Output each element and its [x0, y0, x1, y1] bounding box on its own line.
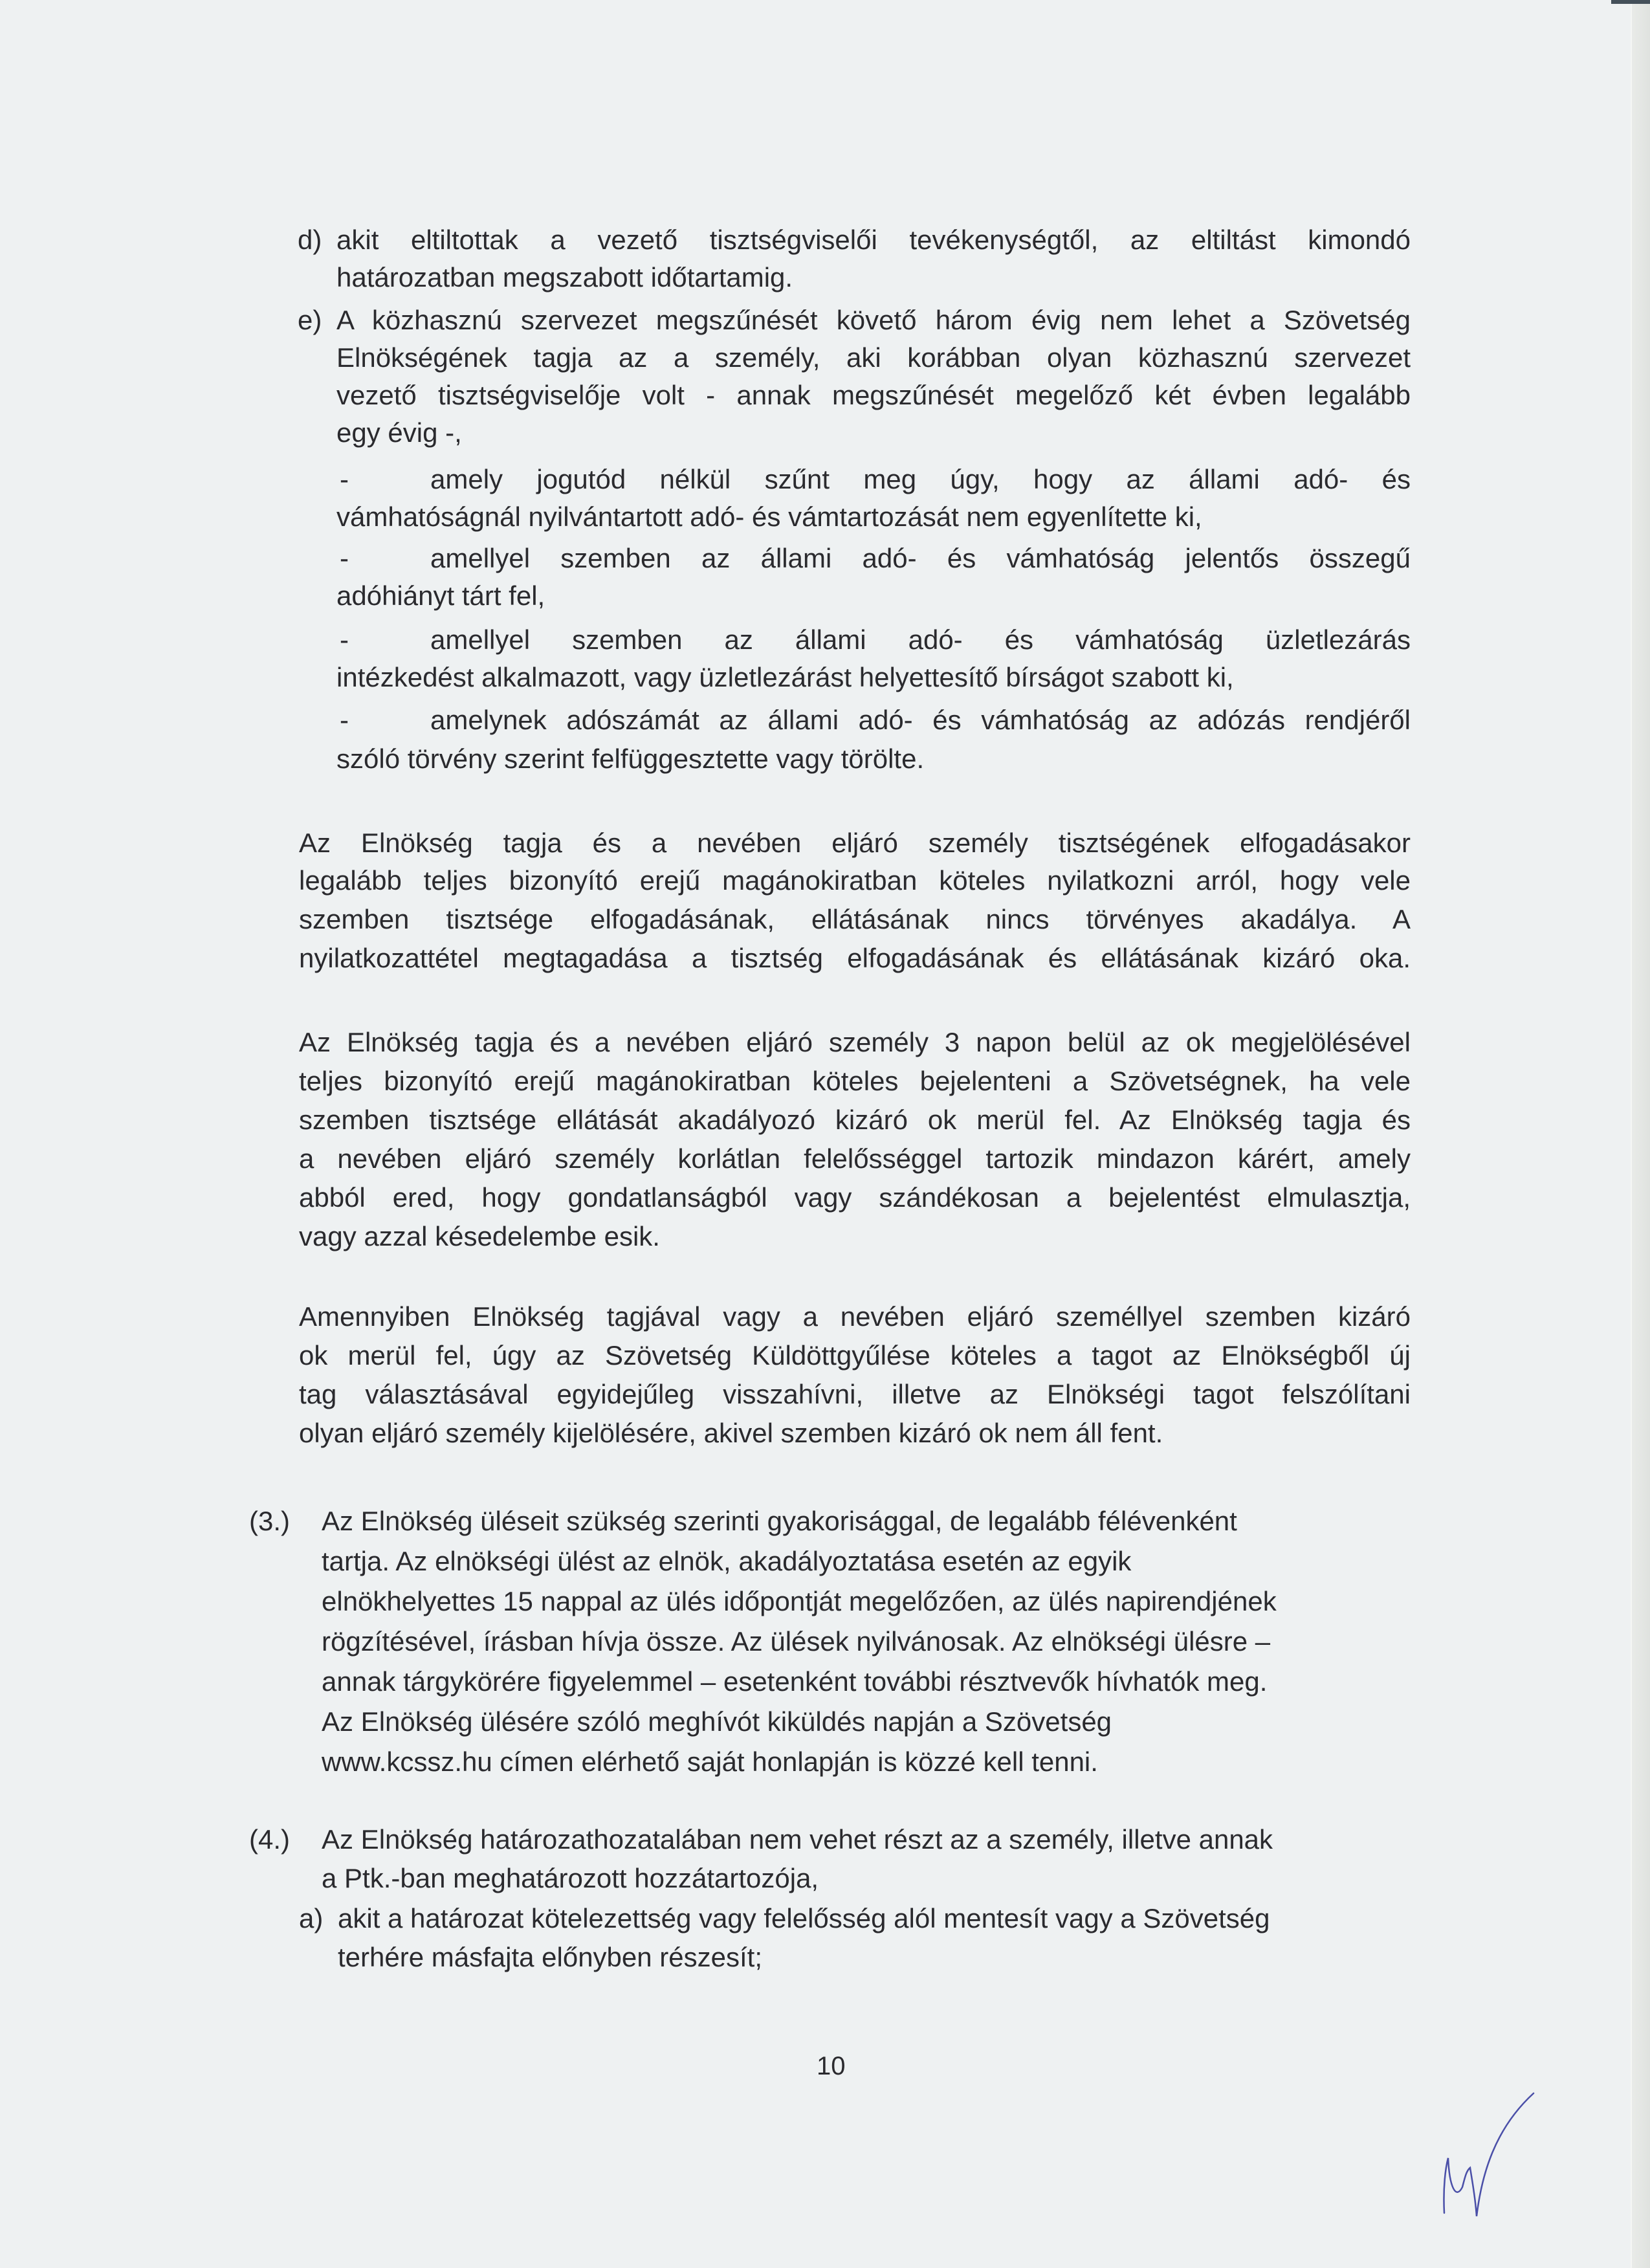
- signature-initials: [1436, 2090, 1566, 2232]
- section-3-line: elnökhelyettes 15 nappal az ülés időpontját megelőzően, az ülés napirendjének: [322, 1586, 1277, 1616]
- list-d-line: határozatban megszabott időtartamig.: [336, 262, 793, 292]
- paragraph-line: szemben tisztsége elfogadásának, ellátásának nincs törvényes akadálya. A: [299, 904, 1411, 934]
- bullet-line: amellyel szemben az állami adó- és vámhatóság üzletlezárás: [430, 624, 1411, 655]
- bullet-dash: -: [340, 705, 349, 735]
- section-3-line: annak tárgykörére figyelemmel – esetenként további résztvevők hívhatók meg.: [322, 1666, 1268, 1697]
- list-marker-a: a): [299, 1903, 324, 1933]
- bullet-line: amely jogutód nélkül szűnt meg úgy, hogy az állami adó- és: [430, 464, 1411, 494]
- bullet-line: adóhiányt tárt fel,: [336, 580, 545, 611]
- section-4-line: Az Elnökség határozathozatalában nem vehet részt az a személy, illetve annak: [322, 1824, 1273, 1855]
- list-marker-e: e): [298, 305, 322, 335]
- section-3-line: www.kcssz.hu címen elérhető saját honlapján is közzé kell tenni.: [322, 1746, 1098, 1777]
- list-e-line: egy évig -,: [336, 417, 462, 448]
- section-number-3: (3.): [249, 1506, 290, 1536]
- section-3-line: tartja. Az elnökségi ülést az elnök, akadályoztatása esetén az egyik: [322, 1546, 1132, 1576]
- section-number-4: (4.): [249, 1824, 290, 1855]
- paragraph-line: ok merül fel, úgy az Szövetség Küldöttgyűlése köteles a tagot az Elnökségből új: [299, 1340, 1411, 1371]
- paragraph-line: Amennyiben Elnökség tagjával vagy a nevében eljáró személlyel szemben kizáró: [299, 1301, 1411, 1332]
- paragraph-line: olyan eljáró személy kijelölésére, akivel szemben kizáró ok nem áll fent.: [299, 1418, 1163, 1448]
- list-e-line: Elnökségének tagja az a személy, aki korábban olyan közhasznú szervezet: [336, 342, 1411, 373]
- bullet-line: amellyel szemben az állami adó- és vámhatóság jelentős összegű: [430, 543, 1411, 573]
- section-4-line: a Ptk.-ban meghatározott hozzátartozója,: [322, 1863, 819, 1893]
- paragraph-line: a nevében eljáró személy korlátlan felelősséggel tartozik mindazon kárért, amely: [299, 1143, 1411, 1174]
- section-3-line: Az Elnökség üléseit szükség szerinti gyakorisággal, de legalább félévenként: [322, 1506, 1237, 1536]
- paragraph-line: legalább teljes bizonyító erejű magánokiratban köteles nyilatkozni arról, hogy vele: [299, 865, 1411, 896]
- list-marker-d: d): [298, 225, 322, 255]
- paragraph-line: szemben tisztsége ellátását akadályozó kizáró ok merül fel. Az Elnökség tagja és: [299, 1105, 1411, 1135]
- page-number: 10: [817, 2052, 846, 2080]
- paragraph-line: Az Elnökség tagja és a nevében eljáró személy 3 napon belül az ok megjelölésével: [299, 1027, 1411, 1057]
- scan-corner: [1611, 0, 1650, 4]
- paragraph-line: abból ered, hogy gondatlanságból vagy szándékosan a bejelentést elmulasztja,: [299, 1182, 1411, 1213]
- paragraph-line: Az Elnökség tagja és a nevében eljáró személy tisztségének elfogadásakor: [299, 828, 1411, 858]
- paragraph-line: nyilatkozattétel megtagadása a tisztség elfogadásának és ellátásának kizáró oka.: [299, 943, 1411, 973]
- paragraph-line: tag választásával egyidejűleg visszahívni, illetve az Elnökségi tagot felszólítani: [299, 1379, 1411, 1409]
- bullet-line: szóló törvény szerint felfüggesztette vagy törölte.: [336, 743, 925, 774]
- section-3-line: Az Elnökség ülésére szóló meghívót kiküldés napján a Szövetség: [322, 1706, 1112, 1737]
- list-d-line: akit eltiltottak a vezető tisztségviselői tevékenységtől, az eltiltást kimondó: [336, 225, 1411, 255]
- list-e-line: vezető tisztségviselője volt - annak megszűnését megelőző két évben legalább: [336, 380, 1411, 410]
- paragraph-line: teljes bizonyító erejű magánokiratban köteles bejelenteni a Szövetségnek, ha vele: [299, 1066, 1411, 1096]
- scan-edge: [1631, 0, 1650, 2268]
- bullet-line: vámhatóságnál nyilvántartott adó- és vámtartozását nem egyenlítette ki,: [336, 501, 1202, 532]
- section-4a-line: terhére másfajta előnyben részesít;: [338, 1942, 763, 1972]
- bullet-dash: -: [340, 624, 349, 655]
- list-e-line: A közhasznú szervezet megszűnését követő három évig nem lehet a Szövetség: [336, 305, 1411, 335]
- bullet-dash: -: [340, 464, 349, 494]
- bullet-dash: -: [340, 543, 349, 573]
- bullet-line: intézkedést alkalmazott, vagy üzletlezárást helyettesítő bírságot szabott ki,: [336, 662, 1234, 692]
- section-3-line: rögzítésével, írásban hívja össze. Az ülések nyilvánosak. Az elnökségi ülésre –: [322, 1626, 1271, 1657]
- section-4a-line: akit a határozat kötelezettség vagy felelősség alól mentesít vagy a Szövetség: [338, 1903, 1270, 1933]
- paragraph-line: vagy azzal késedelembe esik.: [299, 1221, 660, 1251]
- bullet-line: amelynek adószámát az állami adó- és vámhatóság az adózás rendjéről: [430, 705, 1411, 735]
